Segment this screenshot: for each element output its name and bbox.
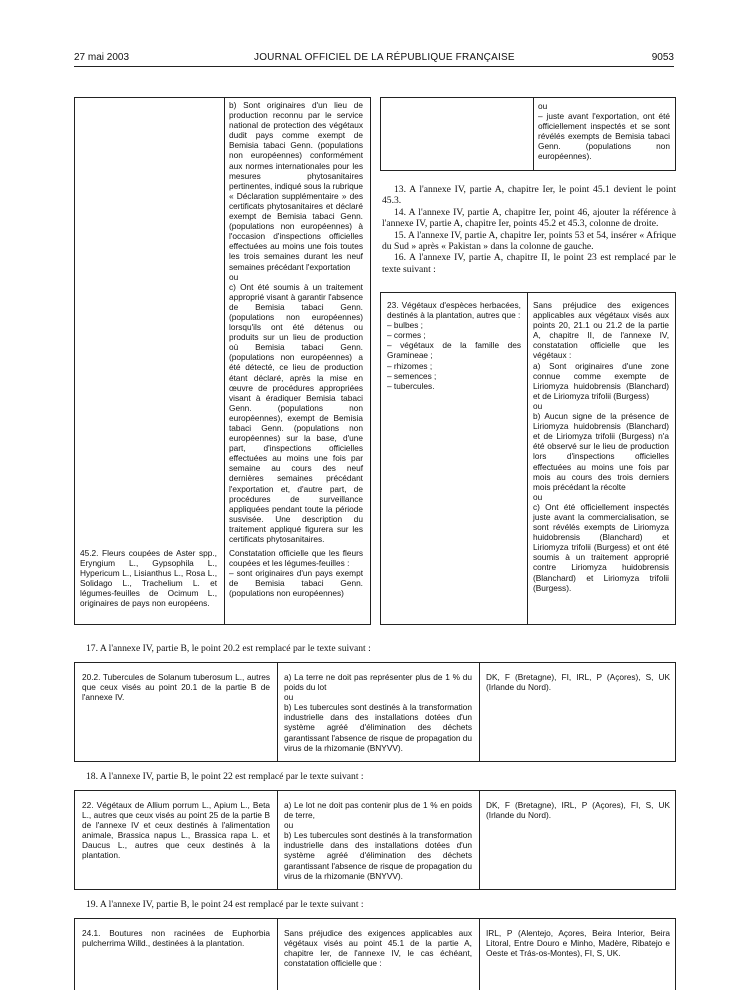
header-date: 27 mai 2003	[74, 52, 130, 63]
paragraph-16: 16. A l'annexe IV, partie A, chapitre II, le point 23 est remplacé par le texte suivant :	[382, 252, 676, 275]
table-20-2-divider-2	[479, 662, 480, 762]
row-45-2-description: 45.2. Fleurs coupées de Aster spp., Eryngium L., Gypsophila L., Hypericum L., Lisianthus L., Rosa L., Solidago L., Trachelium L. et légumes-feuilles de Ocimum L., originaires de pays non européens.	[80, 548, 217, 609]
or-text: ou	[229, 271, 239, 282]
right-top-table-col2: ou – juste avant l'exportation, ont été officiellement inspectés et se sont révélés exempts de Bemisia tabaci Genn. (populations non européennes).	[538, 101, 670, 162]
table-20-2-col3: DK, F (Bretagne), FI, IRL, P (Açores), S, UK (Irlande du Nord).	[486, 672, 670, 693]
paragraph-13: 13. A l'annexe IV, partie A, chapitre Ier, le point 45.1 devient le point 45.3.	[382, 184, 676, 207]
left-table-col2-top	[229, 100, 363, 544]
right-top-table-divider	[533, 97, 534, 171]
table-22-divider-2	[479, 790, 480, 890]
condition-c: c) Ont été soumis à un traitement approprié visant à garantir l'absence de Bemisia tabaci Genn. (populations non européennes) lorsqu'ils ont été détenus ou produits sur un lieu de production où Bemisia tabaci Genn. (populations non européennes) a été détecté, ce lieu de production étant déclaré, après la mise en œuvre de procédures appropriées visant à éradiquer Bemisia tabaci Genn. (populations non européennes), exempt de Bemisia tabaci Genn. (populations non européennes) sur la base, d'une part, d'inspections officielles effectuées au moins une fois par semaine au cours des neuf dernières semaines précédant l'exportation et, d'autre part, de procédures de surveillance appliquées pendant toute la période susvisée. Une description du traitement appliqué figurera sur les certificats phytosanitaires.	[229, 281, 363, 545]
table-24-1-col3: IRL, P (Alentejo, Açores, Beira Interior, Beira Litoral, Entre Douro e Minho, Madère, Ribatejo e Oeste et Trás-os-Montes), FI, S, UK.	[486, 928, 670, 959]
header-title: JOURNAL OFFICIEL DE LA RÉPUBLIQUE FRANÇAISE	[254, 52, 515, 63]
table-24-1-col2: Sans préjudice des exigences applicables aux végétaux visés au point 45.1 de la partie A, chapitre Ier, de l'annexe IV, le cas échéant, constatation officielle que :	[284, 928, 472, 969]
row-45-2-requirements: Constatation officielle que les fleurs coupées et les légumes-feuilles : – sont originaires d'un pays exempt de Bemisia tabaci Genn. (populations non européennes)	[229, 548, 363, 599]
right-paragraphs	[382, 184, 676, 275]
table-20-2-col2: a) La terre ne doit pas représenter plus de 1 % du poids du lot ou b) Les tubercules sont destinés à la transformation industrielle dans des installations dotées d'un système agréé d'élimination des déchets garantissant l'absence de risque de propagation du virus de la rhizomanie (BNYVV).	[284, 672, 472, 753]
table-22-col2: a) Le lot ne doit pas contenir plus de 1 % en poids de terre, ou b) Les tubercules sont destinés à la transformation industrielle dans des installations dotées d'un système agréé d'élimination des déchets garantissant l'absence de risque de propagation du virus de la rhizomanie (BNYVV).	[284, 800, 472, 881]
table-23-col1: 23. Végétaux d'espèces herbacées, destinés à la plantation, autres que : – bulbes ; – cormes ; – végétaux de la famille des Gramineae ; – rhizomes ; – semences ; – tubercules.	[387, 300, 521, 391]
paragraph-14: 14. A l'annexe IV, partie A, chapitre Ier, point 46, ajouter la référence à l'annexe IV, partie A, chapitre Ier, points 45.2 et 45.3, colonne de droite.	[382, 206, 676, 230]
table-24-1-divider-2	[479, 918, 480, 990]
header-rule	[74, 66, 674, 67]
table-22-col1: 22. Végétaux de Allium porrum L., Apium L., Beta L., autres que ceux visés au point 25 de la partie B de l'annexe IV et ceux destinés à l'alimentation animale, Brassica napus L., Brassica rapa L. et Daucus L., autres que ceux destinés à la plantation.	[82, 800, 270, 861]
page-header	[74, 52, 674, 66]
condition-b: b) Sont originaires d'un lieu de production reconnu par le service national de protection des végétaux dudit pays comme exempt de Bemisia tabaci Genn. (populations non européennes) conformément aux normes internationales pour les mesures phytosanitaires pertinentes, indiqué sous la rubrique « Déclaration supplémentaire » des certificats phytosanitaires et déclaré exempt de Bemisia tabaci Genn. (populations non européennes) à l'occasion d'inspections officielles effectuées au moins une fois toutes les trois semaines durant les neuf semaines précédant l'exportation	[229, 100, 363, 272]
table-22-divider-1	[277, 790, 278, 890]
table-23-divider	[527, 292, 528, 625]
left-table-divider	[224, 97, 225, 625]
paragraph-15: 15. A l'annexe IV, partie A, chapitre Ier, points 53 et 54, insérer « Afrique du Sud » après « Pakistan » dans la colonne de gauche.	[382, 229, 676, 253]
paragraph-18: 18. A l'annexe IV, partie B, le point 22 est remplacé par le texte suivant :	[86, 771, 364, 782]
table-22-col3: DK, F (Bretagne), IRL, P (Açores), FI, S, UK (Irlande du Nord).	[486, 800, 670, 821]
table-20-2-col1: 20.2. Tubercules de Solanum tuberosum L., autres que ceux visés au point 20.1 de la partie B de l'annexe IV.	[82, 672, 270, 703]
paragraph-19: 19. A l'annexe IV, partie B, le point 24 est remplacé par le texte suivant :	[86, 899, 364, 910]
table-24-1-divider-1	[277, 918, 278, 990]
table-24-1-col1: 24.1. Boutures non racinées de Euphorbia pulcherrima Willd., destinées à la plantation.	[82, 928, 270, 949]
paragraph-17: 17. A l'annexe IV, partie B, le point 20.2 est remplacé par le texte suivant :	[86, 643, 371, 654]
header-page-number: 9053	[651, 52, 674, 63]
table-23-col2: Sans préjudice des exigences applicables aux végétaux visés aux points 20, 21.1 ou 21.2 de la partie A, chapitre II, de l'annexe IV, constatation officielle que les végétaux : a) Sont originaires d'une zone connue comme exempte de Liriomyza huidobrensis (Blanchard) et de Liriomyza trifolii (Burgess) ou b) Aucun signe de la présence de Liriomyza huidobrensis (Blanchard) et de Liriomyza trifolii (Burgess) n'a été observé sur le lieu de production lors d'inspections officielles effectuées au moins une fois par mois au cours des trois derniers mois précédant la récolte ou c) Ont été officiellement inspectés juste avant la commercialisation, se sont révélés exempts de Liriomyza huidobrensis (Blanchard) et Liriomyza trifolii (Burgess) et ont été soumis à un traitement approprié contre Liriomyza huidobrensis (Blanchard) et Liriomyza trifolii (Burgess).	[533, 300, 669, 593]
table-20-2-divider-1	[277, 662, 278, 762]
